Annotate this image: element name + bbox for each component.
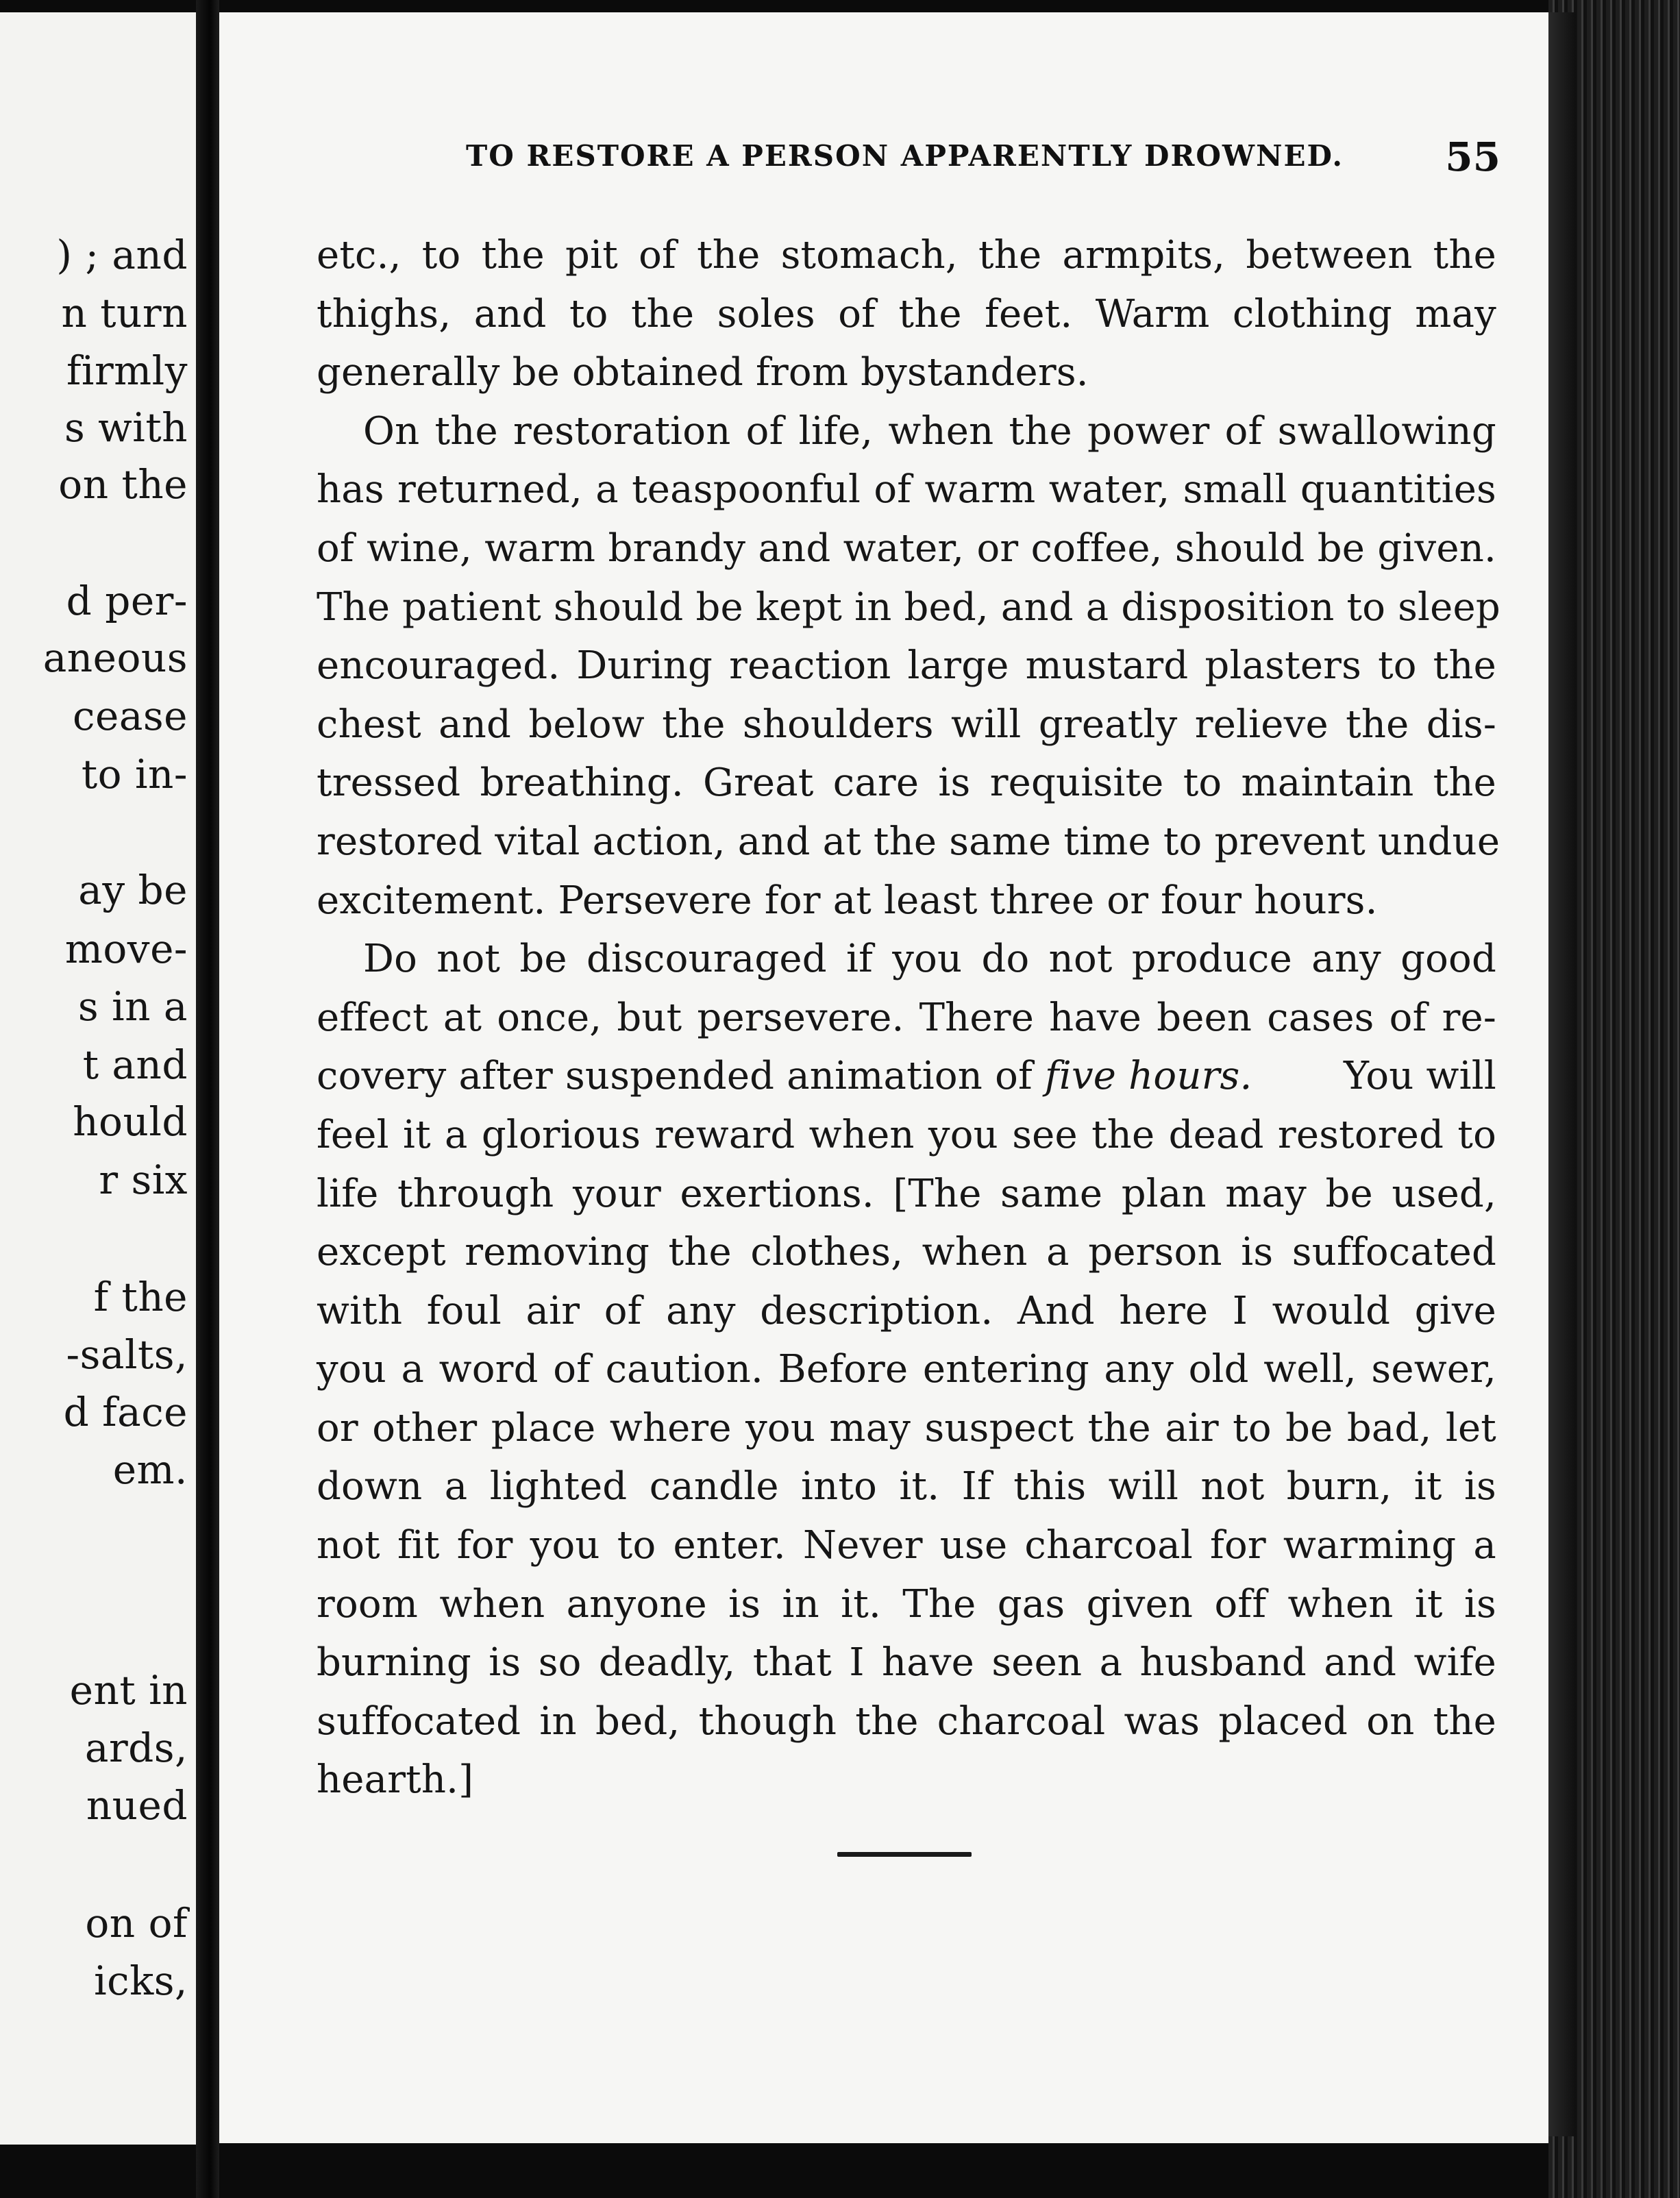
left-line: move- bbox=[64, 926, 188, 972]
text-line: not fit for you to enter. Never use charcoal for warming a bbox=[317, 1523, 1496, 1568]
left-line: to in- bbox=[81, 751, 188, 798]
text-line: or other place where you may suspect the air to be bad, let bbox=[317, 1405, 1496, 1450]
text-line: etc., to the pit of the stomach, the armpits, between the bbox=[317, 233, 1496, 277]
text-line: restored vital action, and at the same time to prevent undue bbox=[317, 819, 1500, 864]
left-line: ards, bbox=[84, 1725, 188, 1771]
text-line: with foul air of any description. And here I would give bbox=[317, 1288, 1496, 1333]
left-line: s in a bbox=[77, 983, 188, 1030]
text-line: thighs, and to the soles of the feet. Warm clothing may bbox=[317, 291, 1496, 336]
left-line: aneous bbox=[42, 634, 188, 681]
left-line: ) ; and bbox=[56, 232, 188, 278]
text-line: The patient should be kept in bed, and a disposition to sleep bbox=[317, 584, 1500, 630]
left-line: r six bbox=[99, 1157, 188, 1203]
text-line: feel it a glorious reward when you see the dead restored to bbox=[317, 1112, 1496, 1157]
text-segment: covery after suspended animation of bbox=[317, 1054, 1033, 1099]
paragraph-first-line: Do not be discouraged if you do not produce any good bbox=[363, 937, 1496, 982]
left-line: d face bbox=[63, 1389, 188, 1435]
left-line: s with bbox=[64, 404, 188, 451]
text-line: encouraged. During reaction large mustard plasters to the bbox=[317, 643, 1496, 689]
text-line: hearth.] bbox=[317, 1757, 474, 1803]
book-gutter bbox=[196, 0, 219, 2198]
left-line: n turn bbox=[61, 290, 188, 336]
left-line: t and bbox=[82, 1041, 188, 1088]
page-header bbox=[466, 134, 1500, 182]
page-number: 55 bbox=[1445, 134, 1500, 180]
body-text bbox=[317, 226, 1500, 1810]
text-line: you a word of caution. Before entering any old well, sewer, bbox=[317, 1347, 1496, 1392]
text-line: suffocated in bed, though the charcoal was placed on the bbox=[317, 1699, 1496, 1744]
text-line-with-emphasis bbox=[317, 1047, 1496, 1106]
left-line: on of bbox=[85, 1900, 188, 1947]
running-head: TO RESTORE A PERSON APPARENTLY DROWNED. bbox=[466, 139, 1344, 173]
left-line: d per- bbox=[66, 578, 188, 624]
text-line: of wine, warm brandy and water, or coffee, should be given. bbox=[317, 526, 1496, 571]
page-edge-shadow bbox=[1548, 12, 1576, 2136]
text-line: room when anyone is in it. The gas given off when it is bbox=[317, 1581, 1496, 1627]
section-divider bbox=[837, 1852, 972, 1857]
text-line: generally be obtained from bystanders. bbox=[317, 350, 1089, 395]
paragraph-first-line: On the restoration of life, when the power of swallowing bbox=[363, 408, 1496, 454]
left-line: cease bbox=[73, 693, 188, 739]
text-line: excitement. Persevere for at least three or four hours. bbox=[317, 878, 1378, 923]
text-line: chest and below the shoulders will greatly relieve the dis- bbox=[317, 702, 1496, 747]
text-line: except removing the clothes, when a person is suffocated bbox=[317, 1230, 1496, 1275]
italic-emphasis: five hours. bbox=[1044, 1054, 1252, 1099]
left-line: on the bbox=[58, 461, 188, 508]
left-line: ay be bbox=[78, 867, 188, 913]
left-line: em. bbox=[112, 1446, 188, 1493]
text-line: life through your exertions. [The same plan may be used, bbox=[317, 1171, 1496, 1216]
left-line: f the bbox=[93, 1274, 188, 1320]
left-page bbox=[0, 12, 196, 2145]
left-line: hould bbox=[73, 1098, 188, 1145]
left-line: icks, bbox=[94, 1958, 188, 2004]
left-line: firmly bbox=[66, 347, 188, 394]
left-line: ent in bbox=[69, 1667, 188, 1714]
text-segment: You will bbox=[1344, 1054, 1496, 1099]
text-line: burning is so deadly, that I have seen a husband and wife bbox=[317, 1640, 1496, 1685]
left-line: nued bbox=[86, 1782, 188, 1829]
text-line: effect at once, but persevere. There have been cases of re- bbox=[317, 995, 1496, 1040]
left-page-text bbox=[0, 12, 196, 2145]
text-line: has returned, a teaspoonful of warm water, small quantities bbox=[317, 467, 1496, 513]
text-line: down a lighted candle into it. If this will not burn, it is bbox=[317, 1464, 1496, 1509]
text-line: tressed breathing. Great care is requisite to maintain the bbox=[317, 761, 1496, 806]
left-line: -salts, bbox=[66, 1331, 188, 1378]
